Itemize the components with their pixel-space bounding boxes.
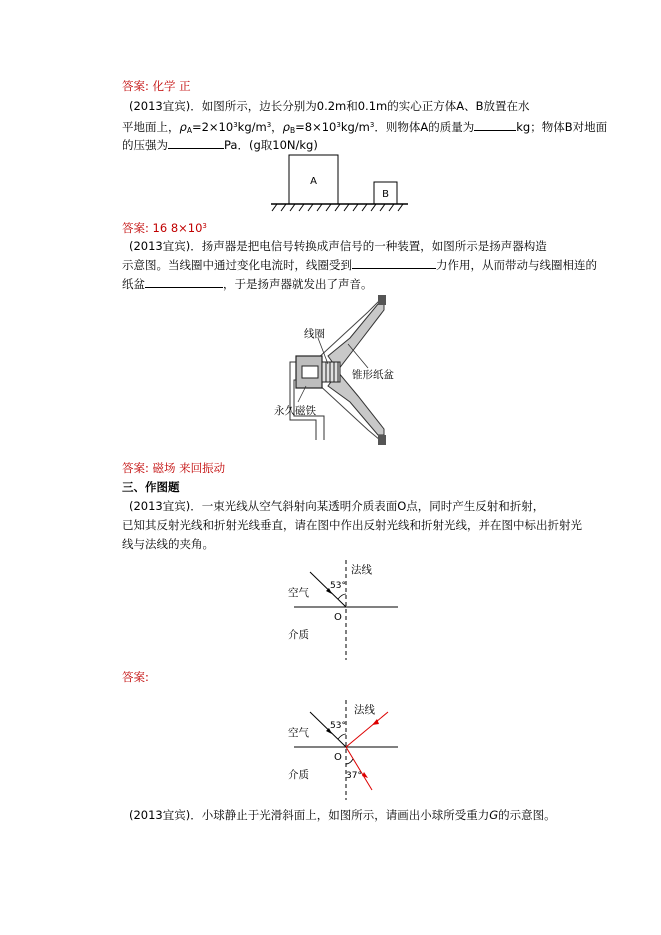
cone-upper bbox=[328, 304, 384, 370]
reflected-ray bbox=[346, 712, 388, 747]
answer-text: 磁场 来回振动 bbox=[152, 461, 226, 475]
q2-text-3: ．则物体A的质量为 bbox=[374, 120, 475, 134]
q3-text-2: 示意图。当线圈中通过变化电流时，线圈受到 bbox=[122, 258, 352, 272]
q2-source: (2013宜宾) bbox=[129, 99, 191, 113]
q2-text-4: kg；物体B对地面 bbox=[516, 120, 608, 134]
answer-exp: 3 bbox=[202, 222, 207, 230]
q4-line3: 线与法线的夹角。 bbox=[122, 537, 214, 551]
magnet-core bbox=[302, 366, 318, 378]
section-heading: 三、作图题 bbox=[122, 480, 180, 494]
separator: ， bbox=[271, 120, 283, 134]
q3-line1 bbox=[129, 237, 547, 256]
angle-arc bbox=[338, 734, 346, 739]
q3-text-1: ．扬声器是把电信号转换成声信号的一种装置，如图所示是扬声器构造 bbox=[190, 239, 547, 253]
q4-line2: 已知其反射光线和折射光线垂直，请在图中作出反射光线和折射光线，并在图中标出折射光 bbox=[122, 518, 582, 532]
light-figure-answer bbox=[280, 698, 410, 804]
q4-text-1: ．一束光线从空气斜射向某透明介质表面O点，同时产生反射和折射， bbox=[190, 499, 545, 513]
answer-label: 答案: bbox=[122, 461, 149, 475]
q3-text-4: 纸盆 bbox=[122, 277, 145, 291]
rho-b-unit: kg/m bbox=[340, 120, 370, 134]
edge-block bbox=[378, 435, 386, 445]
light-figure-question bbox=[280, 558, 410, 664]
rho-a-unit-exp: 3 bbox=[266, 121, 272, 129]
rho-a-sub: A bbox=[186, 126, 192, 135]
angle-arc bbox=[338, 594, 346, 599]
answer-text: 16 8×10 bbox=[152, 221, 203, 235]
refraction-angle-label: 37° bbox=[346, 771, 362, 781]
answer-label: 答案: bbox=[122, 670, 149, 684]
medium-label: 介质 bbox=[288, 769, 309, 781]
point-o-label: O bbox=[334, 612, 342, 623]
answer-blank[interactable] bbox=[145, 276, 223, 288]
q4-line1 bbox=[129, 497, 544, 516]
air-label: 空气 bbox=[288, 727, 309, 739]
answer-blank[interactable] bbox=[474, 119, 516, 131]
edge-block bbox=[378, 295, 386, 305]
q2-text-5: 的压强为 bbox=[122, 138, 168, 152]
q2-line1 bbox=[129, 97, 530, 116]
angle-label: 53° bbox=[330, 581, 346, 591]
q3-text-3: 力作用，从而带动与线圈相连的 bbox=[436, 258, 597, 272]
rho-b-exp: 3 bbox=[336, 121, 341, 129]
q2-text-1: ．如图所示，边长分别为0.2m和0.1m的实心正方体A、B放置在水 bbox=[190, 99, 530, 113]
normal-label: 法线 bbox=[354, 704, 375, 716]
answer-2 bbox=[122, 217, 207, 238]
speaker-figure bbox=[268, 290, 398, 450]
answer-blank[interactable] bbox=[352, 257, 436, 269]
answer-label: 答案: bbox=[122, 79, 149, 93]
incident-angle-label: 53° bbox=[330, 721, 346, 731]
q3-line2 bbox=[122, 256, 597, 275]
cubes-figure bbox=[268, 152, 418, 216]
medium-label: 介质 bbox=[288, 629, 309, 641]
rho-b-value: =8×10 bbox=[295, 120, 337, 134]
angle-arc bbox=[346, 759, 353, 764]
coil-label: 线圈 bbox=[304, 328, 325, 340]
q5-text-2: 的示意图。 bbox=[498, 808, 556, 822]
rho-a-unit: kg/m bbox=[237, 120, 267, 134]
answer-1 bbox=[122, 77, 191, 96]
q3-source: (2013宜宾) bbox=[129, 239, 191, 253]
air-label: 空气 bbox=[288, 587, 309, 599]
rho-a-exp: 3 bbox=[233, 121, 238, 129]
cube-b-label: B bbox=[382, 189, 389, 200]
answer-3 bbox=[122, 459, 225, 478]
q2-text-6: Pa．(g取10N/kg) bbox=[224, 138, 318, 152]
rho-symbol: ρ bbox=[282, 120, 290, 134]
answer-text: 化学 正 bbox=[152, 79, 191, 93]
rho-b-sub: B bbox=[289, 126, 296, 135]
cube-a-label: A bbox=[310, 176, 317, 187]
rho-symbol: ρ bbox=[179, 120, 187, 134]
q5-line1 bbox=[129, 806, 556, 825]
q3-text-5: ，于是扬声器就发出了声音。 bbox=[223, 277, 373, 291]
coil-body bbox=[322, 362, 340, 382]
cone-label: 锥形纸盆 bbox=[352, 369, 394, 381]
rho-b-unit-exp: 3 bbox=[369, 121, 375, 129]
q2-text-2: 平地面上， bbox=[122, 120, 180, 134]
normal-label: 法线 bbox=[351, 564, 372, 576]
answer-label: 答案: bbox=[122, 221, 149, 235]
refracted-ray bbox=[346, 747, 372, 790]
ground-hatching bbox=[272, 204, 403, 211]
gravity-symbol: G bbox=[489, 808, 499, 822]
leader-line bbox=[348, 344, 368, 368]
point-o-label: O bbox=[334, 752, 342, 763]
rho-a-value: =2×10 bbox=[191, 120, 234, 134]
magnet-label: 永久磁铁 bbox=[274, 405, 316, 417]
q5-text-1: ．小球静止于光滑斜面上，如图所示，请画出小球所受重力 bbox=[190, 808, 490, 822]
q4-source: (2013宜宾) bbox=[129, 499, 191, 513]
q5-source: (2013宜宾) bbox=[129, 808, 191, 822]
refracted-arrow bbox=[362, 772, 368, 778]
answer-4 bbox=[122, 668, 149, 687]
answer-blank[interactable] bbox=[168, 137, 224, 149]
